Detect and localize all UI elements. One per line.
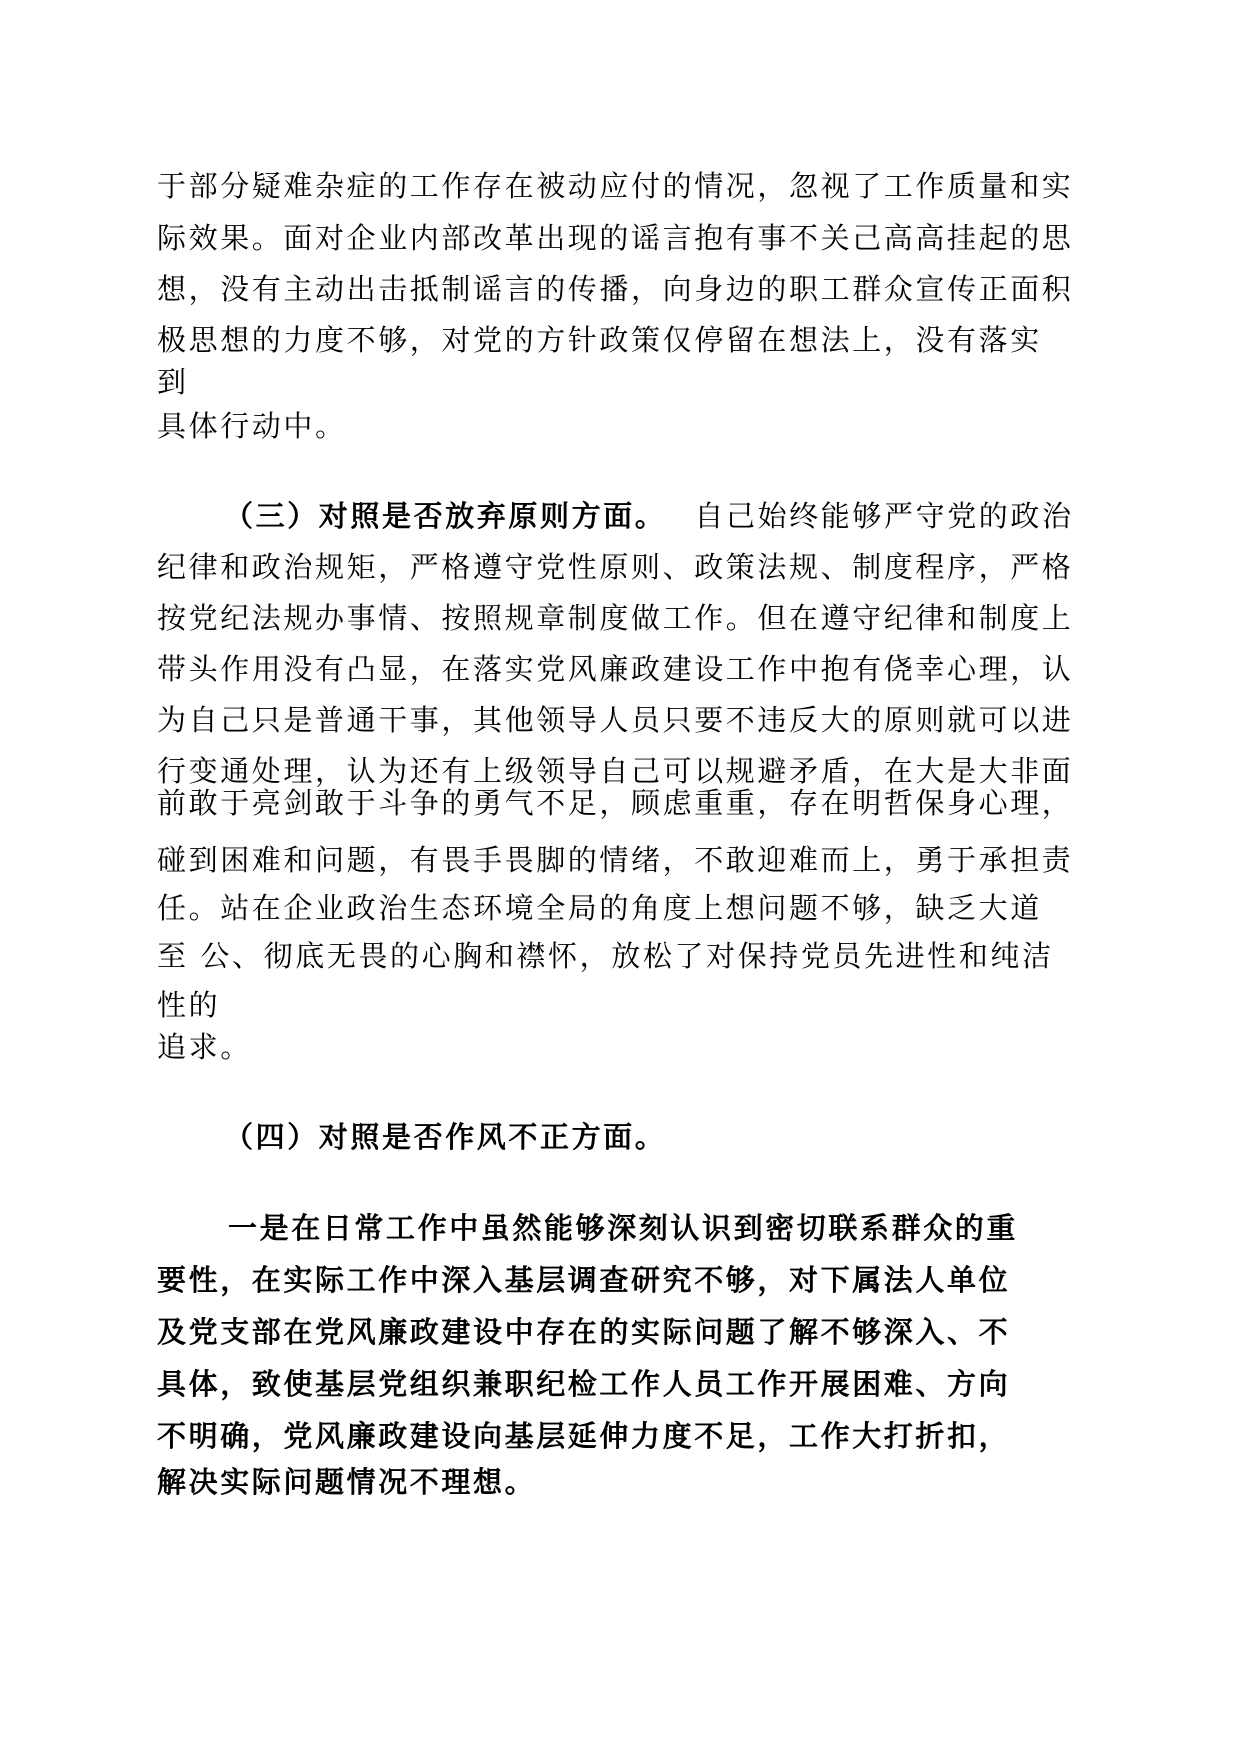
section-3-line-10: 至 公、彻底无畏的心胸和襟怀，放松了对保持党员先进性和纯洁 xyxy=(157,939,1054,973)
paragraph-1-line-5: 到 xyxy=(157,365,189,399)
paragraph-1-line-1: 于部分疑难杂症的工作存在被动应付的情况，忽视了工作质量和实 xyxy=(157,169,1074,203)
paragraph-1-line-2: 际效果。面对企业内部改革出现的谣言抱有事不关己高高挂起的思 xyxy=(157,221,1074,255)
paragraph-1-line-4: 极思想的力度不够，对党的方针政策仅停留在想法上，没有落实 xyxy=(157,323,1042,357)
paragraph-1-line-3: 想，没有主动出击抵制谣言的传播，向身边的职工群众宣传正面积 xyxy=(157,272,1074,306)
paragraph-4-line-5: 不明确，党风廉政建设向基层延伸力度不足，工作大打折扣， xyxy=(157,1419,1011,1453)
section-3-line-6: 行变通处理，认为还有上级领导自己可以规避矛盾，在大是大非面 xyxy=(157,754,1074,788)
paragraph-4-line-6: 解决实际问题情况不理想。 xyxy=(157,1465,537,1499)
section-3-line-12: 追求。 xyxy=(157,1030,252,1064)
section-3-line-8: 碰到困难和问题，有畏手畏脚的情绪，不敢迎难而上，勇于承担责 xyxy=(157,843,1074,877)
paragraph-4-line-3: 及党支部在党风廉政建设中存在的实际问题了解不够深入、不 xyxy=(157,1315,1011,1349)
paragraph-4-line-2: 要性，在实际工作中深入基层调查研究不够，对下属法人单位 xyxy=(157,1263,1011,1297)
section-3-line-9: 任。站在企业政治生态环境全局的角度上想问题不够，缺乏大道 xyxy=(157,891,1042,925)
paragraph-4-line-1: 一是在日常工作中虽然能够深刻认识到密切联系群众的重 xyxy=(228,1211,1019,1245)
section-3-heading: （三）对照是否放弃原则方面。 xyxy=(224,499,667,533)
section-4-heading: （四）对照是否作风不正方面。 xyxy=(224,1120,667,1154)
section-3-line-11: 性的 xyxy=(157,988,221,1022)
section-3-first-line-rest: 自己始终能够严守党的政治 xyxy=(694,499,1074,533)
section-3-line-2: 纪律和政治规矩，严格遵守党性原则、政策法规、制度程序，严格 xyxy=(157,550,1074,584)
paragraph-1-line-6: 具体行动中。 xyxy=(157,409,347,443)
section-3-first-line xyxy=(224,496,1074,536)
section-3-line-5: 为自己只是普通干事，其他领导人员只要不违反大的原则就可以进 xyxy=(157,703,1074,737)
section-3-line-3: 按党纪法规办事情、按照规章制度做工作。但在遵守纪律和制度上 xyxy=(157,601,1074,635)
section-3-line-4: 带头作用没有凸显，在落实党风廉政建设工作中抱有侥幸心理，认 xyxy=(157,652,1074,686)
paragraph-4-line-4: 具体，致使基层党组织兼职纪检工作人员工作开展困难、方向 xyxy=(157,1367,1011,1401)
section-3-line-7: 前敢于亮剑敢于斗争的勇气不足，顾虑重重，存在明哲保身心理， xyxy=(157,786,1074,820)
